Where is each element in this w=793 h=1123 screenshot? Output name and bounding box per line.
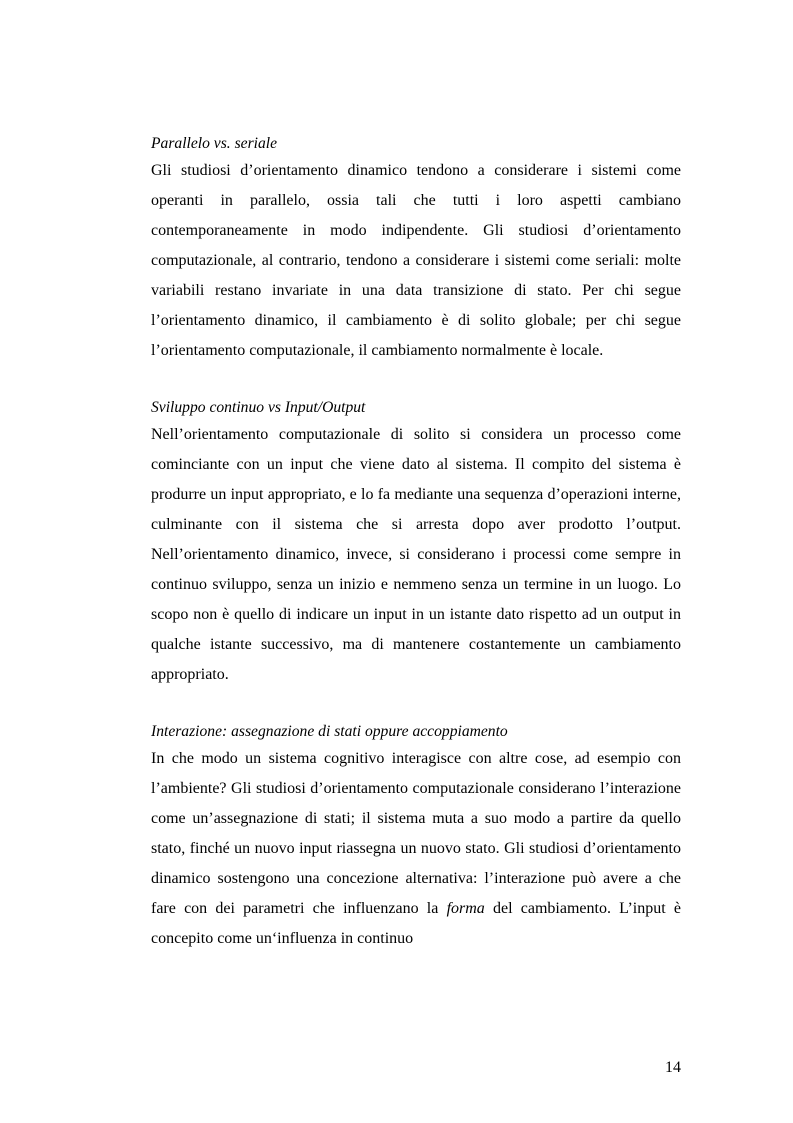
section-heading: Sviluppo continuo vs Input/Output bbox=[151, 399, 366, 416]
section-interazione bbox=[151, 720, 681, 954]
section-heading: Interazione: assegnazione di stati oppure accoppiamento bbox=[151, 723, 508, 740]
page-number: 14 bbox=[665, 1059, 681, 1076]
paragraph-text: del cambiamento. L’input è concepito come un‘influenza in continuo bbox=[151, 900, 682, 947]
section-heading: Parallelo vs. seriale bbox=[151, 135, 278, 152]
section-parallelo-vs-seriale bbox=[151, 132, 681, 366]
paragraph-text: In che modo un sistema cognitivo interagisce con altre cose, ad esempio con l’ambiente? Gli studiosi d’orientamento computazionale considerano l’interazione come un’assegnazione di stati; il sistema muta a suo modo a partire da quello stato, finché un nuovo input riassegna un nuovo stato. Gli studiosi d’orientamento dinamico sostengono una concezione alternativa: l’interazione può avere a che fare con dei parametri che influenzano la bbox=[151, 750, 681, 917]
emphasized-word: forma bbox=[446, 900, 485, 917]
section-paragraph: Gli studiosi d’orientamento dinamico tendono a considerare i sistemi come operanti in parallelo, ossia tali che tutti i loro aspetti cambiano contemporaneamente in modo indipendente. Gli studiosi d’orientamento computazionale, al contrario, tendono a considerare i sistemi come seriali: molte variabili restano invariate in una data transizione di stato. Per chi segue l’orientamento dinamico, il cambiamento è di solito globale; per chi segue l’orientamento computazionale, il cambiamento normalmente è locale. bbox=[151, 162, 681, 359]
page-body bbox=[151, 132, 681, 954]
section-paragraph bbox=[151, 744, 681, 954]
section-sviluppo-continuo bbox=[151, 396, 681, 690]
section-paragraph: Nell’orientamento computazionale di solito si considera un processo come cominciante con un input che viene dato al sistema. Il compito del sistema è produrre un input appropriato, e lo fa mediante una sequenza d’operazioni interne, culminante con il sistema che si arresta dopo aver prodotto l’output. Nell’orientamento dinamico, invece, si considerano i processi come sempre in continuo sviluppo, senza un inizio e nemmeno senza un termine in un luogo. Lo scopo non è quello di indicare un input in un istante dato rispetto ad un output in qualche istante successivo, ma di mantenere costantemente un cambiamento appropriato. bbox=[151, 426, 681, 683]
